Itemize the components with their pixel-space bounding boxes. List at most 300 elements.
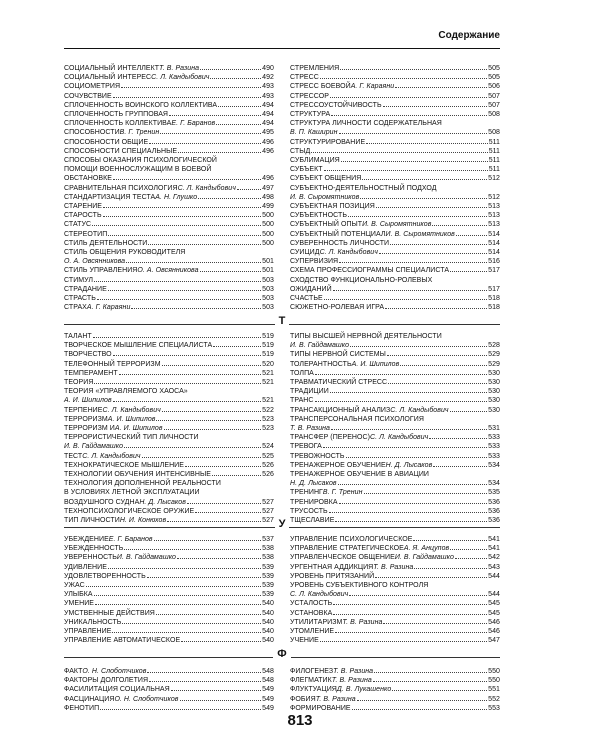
toc-entry-author: С. Л. Кандыбович — [370, 434, 429, 442]
toc-entry[interactable] — [64, 387, 274, 405]
dot-leader — [185, 466, 261, 467]
toc-entry[interactable] — [64, 239, 274, 248]
toc-entry-title: ФИЛОГЕНЕЗ — [290, 668, 334, 675]
section-f — [64, 648, 500, 712]
toc-entry[interactable] — [64, 424, 274, 433]
toc-entry-title: УМЕНИЕ — [64, 600, 95, 608]
toc-entry-page: 552 — [488, 695, 500, 703]
toc-entry[interactable] — [290, 184, 500, 202]
dot-leader — [387, 355, 487, 356]
toc-entry-author: В. П. Каширин — [290, 129, 338, 137]
toc-entry[interactable] — [64, 128, 274, 137]
toc-entry-line — [64, 230, 274, 239]
toc-entry[interactable] — [290, 378, 500, 387]
toc-entry[interactable] — [290, 110, 500, 119]
toc-entry-page: 526 — [262, 471, 274, 479]
toc-entry-page: 546 — [488, 618, 500, 626]
toc-entry[interactable] — [64, 572, 274, 581]
toc-entry-page: 548 — [262, 668, 274, 675]
toc-entry[interactable] — [64, 110, 274, 119]
toc-entry-title: СТРАСТЬ — [64, 295, 96, 303]
dot-leader — [362, 179, 487, 180]
toc-entry-line — [64, 442, 274, 451]
toc-entry-title: ТРАВМАТИЧЕСКИЙ СТРЕСС — [290, 379, 388, 387]
dot-leader — [181, 641, 261, 642]
toc-entry-author: С. Л. Кандыбович — [151, 74, 210, 82]
toc-entry-page: 530 — [488, 406, 500, 414]
toc-entry[interactable] — [290, 695, 500, 704]
dot-leader — [320, 641, 487, 642]
toc-entry[interactable] — [64, 590, 274, 599]
toc-entry[interactable] — [64, 101, 274, 110]
toc-entry[interactable] — [290, 266, 500, 275]
toc-entry-line — [290, 257, 500, 266]
toc-entry[interactable] — [290, 156, 500, 165]
toc-entry-title: СТРУКТУРА ЛИЧНОСТИ СОДЕРЖАТЕЛЬНАЯ — [290, 120, 442, 128]
toc-entry[interactable] — [64, 676, 274, 685]
toc-entry-title: УПРАВЛЕНЧЕСКОЕ ОБЩЕНИЕ — [290, 554, 395, 562]
toc-entry[interactable] — [64, 553, 274, 562]
toc-entry-title: СТРАДАНИЕ — [64, 285, 107, 293]
toc-entry-title: ТРЕНАЖЕРНОЕ ОБУЧЕНИЕ — [290, 461, 386, 469]
dot-leader — [450, 411, 488, 412]
toc-entry[interactable] — [64, 461, 274, 470]
toc-entry-title: УСТАНОВКА — [290, 609, 333, 617]
toc-entry[interactable] — [64, 138, 274, 147]
toc-entry-title: ТИП ЛИЧНОСТИ — [64, 517, 120, 525]
toc-entry-author: Т. В. Разина — [315, 695, 356, 703]
dot-leader — [86, 586, 261, 587]
toc-entry[interactable] — [64, 599, 274, 608]
toc-entry-title: СТАТУС — [64, 221, 92, 229]
toc-entry[interactable] — [64, 636, 274, 645]
toc-entry-page: 537 — [262, 536, 274, 543]
toc-entry[interactable] — [290, 369, 500, 378]
toc-entry-line — [290, 676, 500, 685]
toc-entry[interactable] — [290, 572, 500, 581]
toc-entry[interactable] — [290, 147, 500, 156]
toc-entry[interactable] — [290, 73, 500, 82]
dot-leader — [455, 558, 487, 559]
toc-entry[interactable] — [64, 119, 274, 128]
toc-entry[interactable] — [64, 609, 274, 618]
toc-entry[interactable] — [290, 82, 500, 91]
toc-entry[interactable] — [64, 303, 274, 312]
toc-entry-title: СТИМУЛ — [64, 276, 94, 284]
toc-entry[interactable] — [290, 507, 500, 516]
dot-leader — [340, 69, 487, 70]
dot-leader — [103, 216, 262, 217]
dot-leader — [339, 262, 487, 263]
toc-entry-title: УТИЛИТАРИЗМ — [290, 618, 343, 626]
toc-entry-page: 499 — [262, 203, 274, 211]
toc-entry-title: УДИВЛЕНИЕ — [64, 563, 107, 571]
toc-entry-title: ТРАНСФЕР (ПЕРЕНОС) — [290, 434, 371, 442]
toc-entry[interactable] — [64, 563, 274, 572]
toc-entry[interactable] — [290, 64, 500, 73]
toc-entry-line — [290, 82, 500, 91]
dot-leader — [450, 271, 487, 272]
toc-entry[interactable] — [290, 442, 500, 451]
dot-leader — [156, 420, 261, 421]
toc-entry-title: СПЛОЧЕННОСТЬ ВОИНСКОГО КОЛЛЕКТИВА — [64, 101, 218, 109]
dot-leader — [156, 614, 261, 615]
toc-entry[interactable] — [290, 685, 500, 694]
toc-entry[interactable] — [64, 618, 274, 627]
toc-entry-title: СУБЪЕКТНОСТЬ — [290, 212, 347, 220]
toc-entry[interactable] — [290, 636, 500, 645]
toc-entry-page: 542 — [488, 554, 500, 562]
dot-leader — [113, 355, 262, 356]
toc-entry-page: 492 — [262, 74, 274, 82]
toc-entry[interactable] — [290, 396, 500, 405]
toc-entry[interactable] — [64, 276, 274, 285]
dot-leader — [178, 152, 261, 153]
dot-leader — [160, 133, 261, 134]
toc-entry-line — [64, 82, 274, 91]
toc-entry[interactable] — [290, 230, 500, 239]
toc-entry-page: 530 — [488, 369, 500, 377]
toc-entry[interactable] — [290, 220, 500, 229]
toc-entry[interactable] — [290, 350, 500, 359]
toc-entry-line — [64, 285, 274, 294]
toc-entry-page: 514 — [488, 249, 500, 257]
column-right — [290, 667, 500, 713]
dot-leader — [177, 558, 261, 559]
toc-entry[interactable] — [290, 257, 500, 266]
dot-leader — [162, 411, 261, 412]
toc-entry[interactable] — [290, 387, 500, 396]
toc-entry[interactable] — [64, 544, 274, 553]
toc-entry-line — [290, 193, 500, 202]
toc-entry[interactable] — [64, 92, 274, 101]
toc-entry[interactable] — [64, 627, 274, 636]
toc-entry-line — [290, 590, 500, 599]
toc-entry-author: И. В. Гайдамашко — [116, 554, 177, 562]
toc-entry[interactable] — [64, 350, 274, 359]
toc-entry[interactable] — [290, 676, 500, 685]
toc-entry-page: 531 — [488, 425, 500, 433]
toc-entry-title: СУИЦИД — [290, 249, 320, 257]
toc-entry-line — [64, 479, 274, 488]
toc-entry-line — [64, 618, 274, 627]
toc-entry-page: 517 — [488, 267, 500, 275]
dot-leader — [126, 262, 261, 263]
toc-entry-page: 553 — [488, 704, 500, 712]
toc-entry-page: 505 — [488, 74, 500, 82]
toc-entry[interactable] — [64, 156, 274, 184]
dot-leader — [113, 401, 261, 402]
dot-leader — [335, 632, 487, 633]
toc-entry-author: А. И. Шипилов — [107, 415, 156, 423]
toc-entry[interactable] — [290, 609, 500, 618]
toc-entry-title: СПОСОБНОСТИ ОБЩИЕ — [64, 138, 149, 146]
toc-entry[interactable] — [64, 193, 274, 202]
dot-leader — [330, 97, 487, 98]
section-letter — [64, 518, 500, 530]
toc-entry-page: 523 — [262, 415, 274, 423]
toc-entry-title: ФЛУКТУАЦИЯ — [290, 686, 337, 694]
dot-leader — [388, 383, 487, 384]
toc-entry-page: 540 — [262, 600, 274, 608]
toc-entry-title: УРОВЕНЬ СУБЪЕКТИВНОГО КОНТРОЛЯ — [290, 582, 429, 590]
toc-entry-title: ФЕНОТИП — [64, 704, 100, 712]
dot-leader — [216, 124, 261, 125]
toc-entry[interactable] — [64, 479, 274, 507]
toc-entry[interactable] — [290, 627, 500, 636]
toc-entry[interactable] — [64, 341, 274, 350]
toc-entry-line — [290, 599, 500, 608]
toc-entry-line — [64, 452, 274, 461]
toc-entry-author: Н. Д. Лысаков — [290, 480, 337, 488]
toc-entry-title: ОЖИДАНИЙ — [290, 285, 332, 293]
toc-entry[interactable] — [290, 332, 500, 350]
toc-entry[interactable] — [290, 406, 500, 415]
toc-entry-line — [64, 276, 274, 285]
toc-entry-page: 540 — [262, 628, 274, 636]
toc-entry-author: А. Н. Глушко — [155, 193, 198, 201]
toc-entry[interactable] — [290, 92, 500, 101]
toc-entry[interactable] — [64, 285, 274, 294]
toc-entry-title: СТАРОСТЬ — [64, 212, 102, 220]
toc-entry[interactable] — [64, 415, 274, 424]
toc-entry[interactable] — [64, 470, 274, 479]
toc-entry[interactable] — [64, 507, 274, 516]
toc-entry-page: 545 — [488, 600, 500, 608]
toc-entry-line — [290, 64, 500, 73]
dot-leader — [108, 568, 261, 569]
toc-entry[interactable] — [290, 667, 500, 676]
toc-entry-title: СПОСОБЫ ОКАЗАНИЯ ПСИХОЛОГИЧЕСКОЙ — [64, 157, 217, 165]
page-number: 813 — [287, 712, 313, 729]
toc-entry[interactable] — [290, 544, 500, 553]
toc-entry[interactable] — [64, 82, 274, 91]
dot-leader — [237, 189, 261, 190]
toc-entry[interactable] — [64, 220, 274, 229]
toc-entry-author: И. В. Гайдамашко — [290, 342, 350, 350]
dot-leader — [352, 709, 488, 710]
toc-entry-title: СТРУКТУРИРОВАНИЕ — [290, 138, 366, 146]
toc-entry[interactable] — [290, 239, 500, 248]
toc-entry[interactable] — [290, 303, 500, 312]
toc-entry-title: УНИКАЛЬНОСТЬ — [64, 618, 122, 626]
toc-entry-title: СПОСОБНОСТИ СПЕЦИАЛЬНЫЕ — [64, 147, 178, 155]
toc-entry-author: С. Л. Кандыбович — [177, 184, 236, 192]
dot-leader — [113, 97, 261, 98]
toc-entry-author: О. Н. Слоботчиков — [82, 668, 147, 675]
toc-entry-author: Т. В. Разина — [290, 425, 331, 433]
toc-entry-line — [290, 685, 500, 694]
toc-entry-page: 514 — [488, 230, 500, 238]
toc-entry-line — [64, 544, 274, 553]
toc-entry-page: 526 — [262, 461, 274, 469]
dot-leader — [339, 133, 488, 134]
toc-entry-line — [290, 387, 500, 396]
dot-leader — [341, 161, 488, 162]
toc-entry[interactable] — [290, 248, 500, 257]
dot-leader — [374, 672, 487, 673]
toc-entry[interactable] — [64, 581, 274, 590]
toc-entry-title: СУПЕРВИЗИЯ — [290, 258, 339, 266]
toc-entry-line — [64, 424, 274, 433]
toc-entry-line — [64, 627, 274, 636]
toc-entry[interactable] — [64, 184, 274, 193]
toc-entry[interactable] — [290, 211, 500, 220]
toc-entry[interactable] — [64, 378, 274, 387]
toc-entry[interactable] — [64, 667, 274, 676]
toc-entry[interactable] — [290, 276, 500, 294]
toc-entry-line — [64, 378, 274, 387]
toc-entry[interactable] — [290, 599, 500, 608]
toc-entry-title: ТРЕВОГА — [290, 443, 322, 451]
toc-entry[interactable] — [64, 406, 274, 415]
toc-entry-title: СУБЪЕКТ — [290, 166, 323, 174]
toc-entry-line — [64, 303, 274, 312]
toc-entry[interactable] — [64, 73, 274, 82]
toc-entry-title: ФАСЦИНАЦИЯ — [64, 695, 115, 703]
toc-entry-page: 512 — [488, 175, 500, 183]
toc-entry-title: ТИПЫ НЕРВНОЙ СИСТЕМЫ — [290, 351, 386, 359]
toc-entry-title: СТЕРЕОТИП — [64, 230, 108, 238]
toc-entry-page: 505 — [488, 65, 500, 72]
dot-leader — [375, 577, 487, 578]
toc-entry[interactable] — [64, 230, 274, 239]
dot-leader — [366, 143, 488, 144]
toc-entry-line — [290, 461, 500, 470]
toc-entry-title: УТОМЛЕНИЕ — [290, 628, 335, 636]
toc-entry-title: ТОЛЕРАНТНОСТЬ — [290, 360, 352, 368]
toc-entry-line — [64, 387, 274, 396]
toc-entry[interactable] — [290, 415, 500, 433]
toc-entry[interactable] — [290, 202, 500, 211]
toc-entry-line — [290, 507, 500, 516]
toc-entry-author: И. В. Гайдамашко — [64, 443, 124, 451]
toc-entry-page: 549 — [262, 704, 274, 712]
toc-entry-line — [64, 128, 274, 137]
toc-entry[interactable] — [64, 211, 274, 220]
dot-leader — [94, 595, 262, 596]
toc-entry[interactable] — [64, 332, 274, 341]
dot-leader — [383, 623, 487, 624]
toc-entry-page: 503 — [262, 276, 274, 284]
toc-entry-title: СУБЪЕКТНЫЙ ОПЫТ — [290, 221, 363, 229]
toc-entry-title: СТАРЕНИЕ — [64, 203, 103, 211]
toc-entry-title: ТЕХНОПСИХОЛОГИЧЕСКОЕ ОРУЖИЕ — [64, 507, 195, 515]
toc-entry[interactable] — [64, 452, 274, 461]
toc-entry[interactable] — [290, 470, 500, 488]
toc-entry-title: СУБЪЕКТНЫЙ ПОТЕНЦИАЛ — [290, 230, 386, 238]
toc-entry-title: ТРАНСПЕРСОНАЛЬНАЯ ПСИХОЛОГИЯ — [290, 415, 424, 423]
dot-leader — [414, 568, 487, 569]
dot-leader — [329, 512, 487, 513]
dot-leader — [94, 383, 261, 384]
toc-entry[interactable] — [290, 433, 500, 442]
toc-entry-page: 520 — [262, 360, 274, 368]
section-letter-text: У — [275, 518, 290, 530]
toc-entry[interactable] — [64, 248, 274, 266]
toc-entry-title: УВЕРЕННОСТЬ — [64, 554, 117, 562]
toc-entry[interactable] — [290, 360, 500, 369]
toc-entry[interactable] — [290, 119, 500, 137]
toc-entry-line — [64, 590, 274, 599]
dot-leader — [311, 152, 487, 153]
toc-entry-title: ТЕХНОКРАТИЧЕСКОЕ МЫШЛЕНИЕ — [64, 461, 184, 469]
toc-entry-line — [290, 128, 500, 137]
toc-entry-page: 521 — [262, 379, 274, 387]
toc-entry-page: 501 — [262, 258, 274, 266]
toc-entry[interactable] — [290, 553, 500, 562]
toc-entry-author: Т. В. Разина — [342, 618, 383, 626]
toc-entry[interactable] — [290, 101, 500, 110]
toc-entry-page: 519 — [262, 351, 274, 359]
toc-entry[interactable] — [64, 369, 274, 378]
toc-entry[interactable] — [290, 461, 500, 470]
toc-entry[interactable] — [290, 488, 500, 497]
toc-entry[interactable] — [290, 174, 500, 183]
toc-entry[interactable] — [64, 294, 274, 303]
toc-entry[interactable] — [64, 685, 274, 694]
toc-entry[interactable] — [290, 452, 500, 461]
toc-entry[interactable] — [290, 618, 500, 627]
toc-entry[interactable] — [290, 563, 500, 572]
toc-entry-line — [64, 685, 274, 694]
dot-leader — [346, 457, 488, 458]
toc-entry[interactable] — [64, 202, 274, 211]
dot-leader — [124, 549, 261, 550]
toc-entry[interactable] — [64, 535, 274, 544]
toc-entry[interactable] — [290, 581, 500, 599]
toc-entry-title: СУБЛИМАЦИЯ — [290, 157, 340, 165]
toc-entry-page: 530 — [488, 397, 500, 405]
toc-entry[interactable] — [290, 535, 500, 544]
toc-entry[interactable] — [290, 498, 500, 507]
toc-entry[interactable] — [64, 360, 274, 369]
dot-leader — [339, 503, 488, 504]
toc-entry-line — [64, 360, 274, 369]
toc-entry-page: 548 — [262, 677, 274, 685]
dot-leader — [333, 290, 487, 291]
toc-entry-line — [64, 553, 274, 562]
toc-entry-title: СТРАХ — [64, 304, 87, 312]
toc-entry-title: УРГЕНТНАЯ АДДИКЦИЯ — [290, 563, 374, 571]
toc-entry[interactable] — [64, 64, 274, 73]
toc-entry[interactable] — [290, 138, 500, 147]
dot-leader — [147, 672, 261, 673]
toc-entry[interactable] — [64, 433, 274, 451]
toc-entry[interactable] — [290, 165, 500, 174]
toc-entry-title: ФЛЕГМАТИК — [290, 677, 332, 685]
toc-entry-author: А. И. Шипилов — [351, 360, 400, 368]
toc-entry[interactable] — [64, 695, 274, 704]
toc-entry-page: 529 — [488, 360, 500, 368]
toc-entry[interactable] — [64, 147, 274, 156]
toc-entry-author: И. В. Сыромятников — [362, 221, 432, 229]
toc-entry-line — [290, 563, 500, 572]
toc-entry-author: О. А. Овсянникова — [137, 267, 199, 275]
toc-entry[interactable] — [290, 294, 500, 303]
toc-entry-page: 514 — [488, 239, 500, 247]
toc-entry-page: 500 — [262, 212, 274, 220]
toc-entry-title: СТРЕССОУСТОЙЧИВОСТЬ — [290, 101, 382, 109]
dot-leader — [92, 225, 261, 226]
toc-entry-title: УСТАЛОСТЬ — [290, 600, 333, 608]
toc-entry-line — [290, 360, 500, 369]
toc-entry-author: С. Л. Кандыбович — [390, 406, 449, 414]
toc-entry-title: СТАНДАРТИЗАЦИЯ ТЕСТА — [64, 193, 156, 201]
toc-entry[interactable] — [64, 266, 274, 275]
toc-entry-line — [64, 461, 274, 470]
toc-entry-page: 517 — [488, 285, 500, 293]
